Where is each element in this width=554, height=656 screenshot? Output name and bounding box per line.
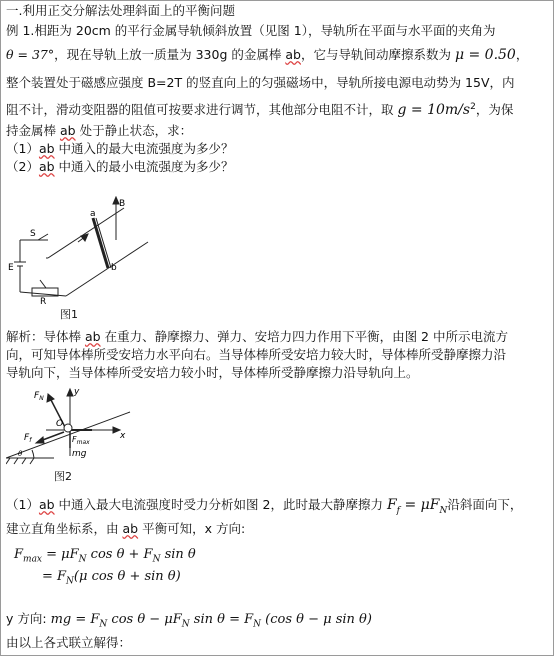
- label-x: x: [120, 431, 126, 441]
- question-1: [6, 140, 234, 158]
- g-value: g = 10m/s: [397, 102, 471, 119]
- label-E: E: [8, 263, 14, 273]
- label-S: S: [30, 229, 36, 239]
- problem-text: 持金属棒: [6, 123, 60, 138]
- rod-name: ab: [122, 521, 139, 536]
- equation-x-1: $F_{max} = \mu F_N$ $\cos \theta + F_N$ sin θ: [14, 547, 196, 565]
- figure-2-force-diagram: [6, 384, 146, 466]
- analysis-text: 解析：导体棒: [6, 329, 85, 344]
- friction-formula: $F_f = \mu F_N$: [386, 497, 448, 516]
- solution-final-line: 由以上各式联立解得：: [6, 635, 132, 650]
- section-title: 一.利用正交分解法处理斜面上的平衡问题: [6, 3, 235, 18]
- equation-x-2: = $F_N(\mu$ cos θ + sin θ): [42, 569, 181, 587]
- solution-line-1: [6, 496, 522, 520]
- problem-text: ，现在导轨上放一质量为 330g 的金属棒: [54, 47, 286, 62]
- rod-ab: [93, 218, 108, 268]
- g-exponent: 2: [470, 102, 476, 112]
- label-b: b: [111, 263, 117, 273]
- problem-line-1: 例 1.相距为 20cm 的平行金属导轨倾斜放置（见图 1），导轨所在平面与水平面的夹角为: [6, 23, 496, 38]
- label-FN: $F_N$: [34, 391, 44, 402]
- problem-text: ，: [515, 47, 529, 62]
- question-2: [6, 158, 234, 176]
- analysis-text: 在重力、静摩擦力、弹力、安培力四力作用下平衡，由图 2 中所示电流方: [100, 329, 508, 344]
- rail-upper: [48, 208, 124, 258]
- label-R: R: [40, 297, 47, 306]
- label-y: y: [74, 387, 80, 397]
- switch-s: [38, 234, 48, 240]
- rod-name: ab: [59, 123, 76, 138]
- problem-text: ，为保: [475, 102, 514, 118]
- figure-1-diagram: [8, 196, 158, 306]
- label-B: B: [119, 199, 126, 209]
- equation-y: [6, 610, 372, 634]
- problem-text: 处于静止状态，求：: [75, 123, 193, 138]
- question-text: 中通入的最小电流强度为多少？: [54, 159, 234, 174]
- problem-text: ，它与导轨间动摩擦系数为: [300, 47, 451, 62]
- rod-name: ab: [285, 47, 301, 62]
- rod-cross-section: [64, 424, 72, 432]
- label-mg: mg: [72, 449, 87, 459]
- rod-ab-edge: [96, 218, 111, 268]
- solution-text: 沿斜面向下，: [447, 497, 523, 512]
- analysis-line-1: [6, 328, 508, 346]
- mu-value: μ = 0.50: [454, 47, 516, 63]
- rod-name: ab: [38, 497, 55, 512]
- rod-name: ab: [38, 159, 55, 174]
- equation-y-formula: mg = $F_N$ $\cos \theta - \mu F_N$ $\sin \theta = F_N$ (cos θ − μ sin θ): [50, 612, 372, 630]
- figure-1-caption: 图1: [60, 308, 78, 321]
- analysis-line-3: 导轨向下，当导体棒所受安培力较小时，导体棒所受静摩擦力沿导轨向上。: [6, 365, 419, 380]
- problem-line-3: 整个装置处于磁感应强度 B=2T 的竖直向上的匀强磁场中，导轨所接电源电动势为 15V，内: [6, 75, 515, 90]
- question-number: （2）: [6, 159, 39, 174]
- solution-text: 平衡可知，x 方向:: [138, 521, 246, 536]
- analysis-line-2: 向，可知导体棒所受安培力水平向右。当导体棒所受安培力较大时，导体棒所受静摩擦力沿: [6, 347, 507, 362]
- solution-text: 建立直角坐标系，由: [6, 521, 123, 536]
- solution-text: （1）: [6, 497, 39, 512]
- figure-2-caption: 图2: [54, 470, 72, 483]
- problem-line-2: [6, 46, 528, 64]
- rod-name: ab: [38, 141, 55, 156]
- problem-text: 阻不计，滑动变阻器的阻值可按要求进行调节，其他部分电阻不计，取: [6, 102, 394, 118]
- solution-line-2: [6, 520, 245, 538]
- label-theta: θ: [18, 450, 23, 458]
- label-Ff: $F_f$: [24, 433, 32, 444]
- problem-line-5: [6, 122, 192, 140]
- rail-lower: [66, 242, 148, 296]
- problem-line-4: [6, 98, 513, 119]
- question-number: （1）: [6, 141, 39, 156]
- y-direction-label: y 方向:: [6, 611, 47, 626]
- question-text: 中通入的最大电流强度为多少？: [54, 141, 234, 156]
- label-a: a: [90, 209, 96, 219]
- label-O: O: [56, 419, 64, 429]
- rod-name: ab: [84, 329, 101, 344]
- label-Fmax: $F_{max}$: [72, 435, 90, 446]
- solution-text: 中通入最大电流强度时受力分析如图 2，此时最大静摩擦力: [54, 497, 383, 512]
- theta-value: θ = 37°: [6, 47, 55, 62]
